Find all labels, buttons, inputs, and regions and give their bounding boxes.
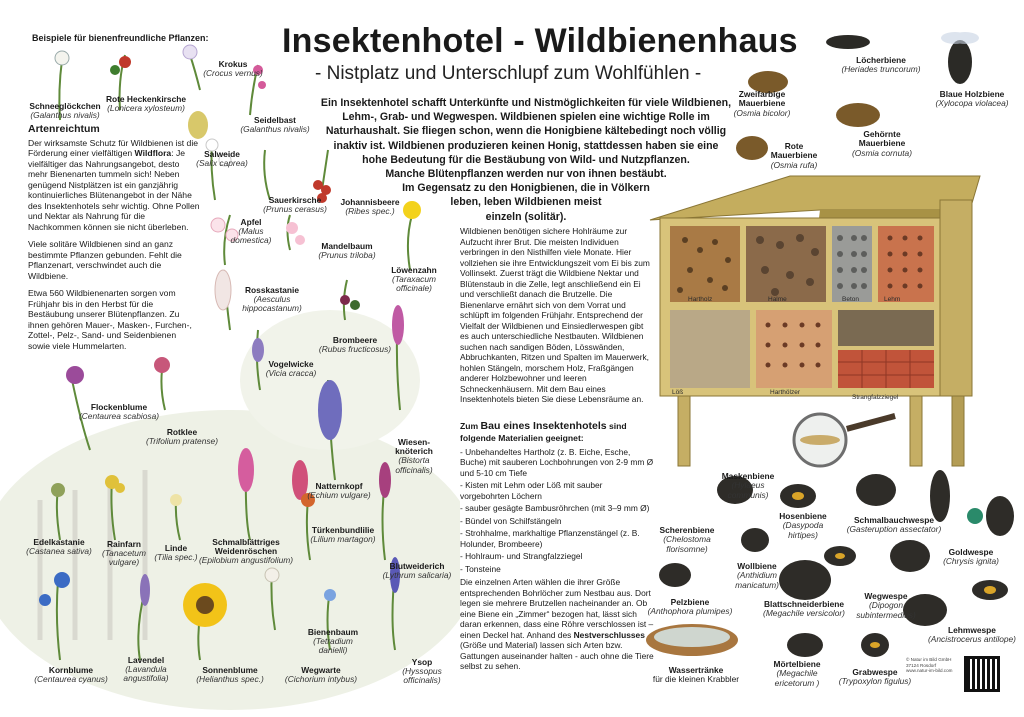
plant-label: Blutweiderich (Lythrum salicaria): [382, 561, 452, 581]
plant-label: Brombeere (Rubus fructicosus): [318, 335, 392, 355]
insect-label: Goldwespe (Chrysis ignita): [943, 547, 999, 567]
intro-line: Naturhaushalt. Sie fliegen schon, wenn die Honigbiene kältebedingt noch völlig: [325, 125, 727, 138]
materials-heading: Zum Bau eines Insektenhotels sind folgende Materialien geeignet:: [460, 420, 627, 444]
intro-line: leben, leben Wildbienen meist: [450, 196, 602, 209]
insect-label: Maskenbiene (Hylaeus communis): [721, 471, 775, 500]
plant-label: Kornblume (Centaurea cyanus): [34, 665, 108, 685]
insect-label: Wegwespe (Dipogon subintermedius): [856, 591, 916, 620]
plant-label: Flockenblume (Centaurea scabiosa): [78, 402, 160, 422]
insect-label: Mörtelbiene (Megachile ericetorum ): [773, 659, 821, 688]
hotel-label: Strangfalzziegel: [852, 394, 899, 401]
insect-label: Gehörnte Mauerbiene (Osmia cornuta): [851, 129, 913, 158]
plant-label: Edelkastanie (Castanea sativa): [26, 537, 92, 557]
plant-label: Sonnenblume (Helianthus spec.): [196, 665, 264, 685]
plant-label: Salweide (Salix caprea): [196, 149, 248, 169]
nesting-paragraph: Wildbienen benötigen sichere Hohlräume zur Aufzucht ihrer Brut. Die meisten Individuen verbringen in den Nisthilfen viele Monate. Hier vollziehen sie ihre Entwicklungszeit vom Ei bis zum Vollinsekt. Zuerst trägt die Wildbiene Nektar und Blütenstaub in die Zelle, legt anschließend ein Ei und verschließt danach die Brutzelle. Die Bienenlarve ernährt sich von dem Vorrat und schlüpft im folgenden Frühjahr. Entsprechend der Vielfalt der Wildbienen und Einsiedlerwespen gibt es auch unterschiedliche Nestbauten. Wildbienen suchen nach sandigen Böden, Lösswänden, Abbruchkanten, Ritzen und Spalten im Mauerwerk, hohlen Stängeln, morschem Holz, Fraßgängen anderer Holzbewohner und leeren Schneckenhäusern. Mit dem Bau eines Insektenhotels bieten Sie diese Lebensräume an.: [460, 226, 650, 404]
list-item: - Hohlraum- und Strangfalzziegel: [460, 551, 583, 562]
insect-label: Pelzbiene (Anthophora plumipes): [647, 597, 733, 617]
list-item: - Unbehandeltes Hartholz (z. B. Eiche, Esche, Buche) mit sauberen Lochbohrungen von 2-9 mm Ø und 5-10 cm Tiefe: [460, 446, 654, 478]
insect-label: Grabwespe (Trypoxylon figulus): [838, 667, 912, 687]
list-item: - Strohhalme, markhaltige Pflanzenstängel (z. B. Holunder, Brombeere): [460, 528, 640, 549]
plant-label: Johannisbeere (Ribes spec.): [340, 197, 400, 217]
insect-label: Blaue Holzbiene (Xylocopa violacea): [935, 89, 1009, 109]
hotel-label: Löß: [672, 389, 684, 396]
hotel-label: Lehm: [884, 296, 901, 303]
plant-label: Mandelbaum (Prunus triloba): [318, 241, 376, 261]
materials-section: [460, 420, 654, 576]
list-item: - Tonsteine: [460, 563, 501, 574]
list-item: - sauber gesägte Bambusröhrchen (mit 3–9 mm Ø): [460, 503, 650, 514]
materials-list: [460, 447, 654, 575]
artenreichtum-p2: Viele solitäre Wildbienen sind an ganz bestimmte Pflanzen gebunden. Fehlt die Pflanzenart, verschwindet auch die Wildbiene.: [28, 239, 182, 281]
insect-label: Lehmwespe (Ancistrocerus antilope): [928, 625, 1016, 645]
plant-label: Lavendel (Lavandula angustifolia): [123, 655, 169, 684]
plant-label: Bienenbaum (Tetradium danielli): [307, 627, 359, 656]
water-label: Wassertränke für die kleinen Krabbler: [652, 665, 740, 685]
list-item: - Kisten mit Lehm oder Löß mit sauber vorgebohrten Löchern: [460, 480, 603, 501]
plant-label: Wegwarte (Cichorium intybus): [284, 665, 358, 685]
insect-label: Blattschneiderbiene (Megachile versicolor): [763, 599, 845, 619]
insect-label: Scherenbiene (Chelostoma florisomne): [659, 525, 715, 554]
plant-label: Türkenbundlilie (Lilium martagon): [310, 525, 376, 545]
plant-label: Schneeglöckchen (Galanthus nivalis): [29, 101, 101, 121]
plant-label: Rotklee (Trifolium pratense): [146, 427, 218, 447]
intro-line: Lehm-, Grab- und Wegwespen. Wildbienen spielen eine wichtige Rolle im: [342, 111, 710, 124]
plant-label: Wiesen-knöterich (Bistorta officinalis): [395, 437, 433, 475]
intro-line: Ein Insektenhotel schafft Unterkünfte und Nistmöglichkeiten für viele Wildbienen,: [320, 97, 732, 109]
plant-label: Linde (Tilia spec.): [154, 543, 198, 563]
plant-label: Rosskastanie (Aesculus hippocastanum): [242, 285, 302, 314]
publisher-note: © Natur im Bild GmbH 37124 Rosdorf www.natur-im-bild.com: [906, 657, 953, 673]
closing-text: Die einzelnen Arten wählen die ihrer Größe entsprechenden Bohrlöcher zum Nestbau aus. Dort legen sie mehrere Brutzellen nacheinander an. Ob eine Biene ein „Zimmer“ bezogen hat, lässt sich daran erkennen, dass eine Röhre verschlossen ist – einen Deckel hat. Anhand des Nestverschlusses (Größe und Material) lassen sich Arten bzw. Gattungen auseinander halten - auch ohne die Tiere selbst zu sehen.: [460, 577, 654, 671]
artenreichtum-section: [28, 123, 200, 358]
insect-label: Hosenbiene (Dasypoda hirtipes): [779, 511, 827, 540]
intro-line: Manche Blütenpflanzen werden nur von ihnen bestäubt.: [385, 167, 667, 180]
artenreichtum-p1: Der wirksamste Schutz für Wildbienen ist die Förderung einer vielfältigen Wildflora: Je vielfältiger das Nahrungsangebot, desto mehr Bienenarten tummeln sich! Neben genügend Nistplätzen ist ein ganzjährig kontinuierliches Blütenangebot in der Nähe des Insektenhotels sehr wichtig. Ohne Pollen und Nektar als Nahrung für die Nachkommen können sie nicht überleben.: [28, 137, 200, 232]
plant-label: Rote Heckenkirsche (Lonicera xylosteum): [105, 94, 187, 114]
qr-code: [964, 656, 1000, 692]
intro-line: Im Gegensatz zu den Honigbienen, die in Völkern: [402, 182, 650, 195]
artenreichtum-p3: Etwa 560 Wildbienenarten sorgen vom Frühjahr bis in den Herbst für die Bestäubung unserer Blütenpflanzen. Zu ihnen gehören Mauer-, Masken-, Furchen-, Zottel-, Pelz-, Sand- und Seidenbienen sowie viele Hummelarten.: [28, 288, 192, 351]
hotel-label: Hartholz: [688, 296, 713, 303]
plant-label: Seidelbast (Galanthus nivalis): [240, 115, 310, 135]
nesting-text: [460, 226, 650, 405]
intro-line: einzeln (solitär).: [485, 210, 567, 223]
page-title: Insektenhotel - Wildbienenhaus: [282, 22, 798, 60]
insect-label: Wollbiene (Anthidium manicatum): [735, 561, 779, 590]
intro-line: hohe Bedeutung für die Bestäubung von Wild- und Nutzpflanzen.: [362, 153, 690, 166]
plant-label: Krokus (Crocus vernus): [203, 59, 263, 79]
list-item: - Bündel von Schilfstängeln: [460, 515, 562, 526]
intro-line: inaktiv ist. Wildbienen produzieren keinen Honig, stattdessen haben sie eine: [333, 139, 719, 152]
hotel-label: Halme: [768, 296, 787, 303]
plant-label: Rainfarn (Tanacetum vulgare): [102, 539, 146, 568]
plant-label: Schmalblättriges Weidenröschen (Epilobium angustifolium): [198, 537, 294, 566]
plants-heading: Beispiele für bienenfreundliche Pflanzen:: [32, 33, 209, 43]
insect-label: Löcherbiene (Heriades truncorum): [841, 55, 921, 75]
artenreichtum-title: Artenreichtum: [28, 123, 100, 135]
plant-label: Vogelwicke (Vicia cracca): [265, 359, 317, 379]
hotel-label: Harthölzer: [770, 389, 800, 396]
plant-label: Löwenzahn (Taraxacum officinale): [391, 265, 437, 294]
insect-label: Zweifarbige Mauerbiene (Osmia bicolor): [733, 89, 791, 118]
plant-label: Apfel (Malus domestica): [230, 217, 272, 246]
plant-label: Ysop (Hyssopus officinalis): [402, 657, 442, 686]
hotel-label: Beton: [842, 296, 859, 303]
insect-label: Rote Mauerbiene (Osmia rufa): [770, 141, 818, 170]
insect-label: Schmalbauchwespe (Gasteruption assectator): [846, 515, 942, 535]
plant-label: Natternkopf (Echium vulgare): [307, 481, 371, 501]
page-subtitle: - Nistplatz und Unterschlupf zum Wohlfühlen -: [315, 63, 702, 84]
plant-label: Sauerkirsche (Prunus cerasus): [263, 195, 327, 215]
